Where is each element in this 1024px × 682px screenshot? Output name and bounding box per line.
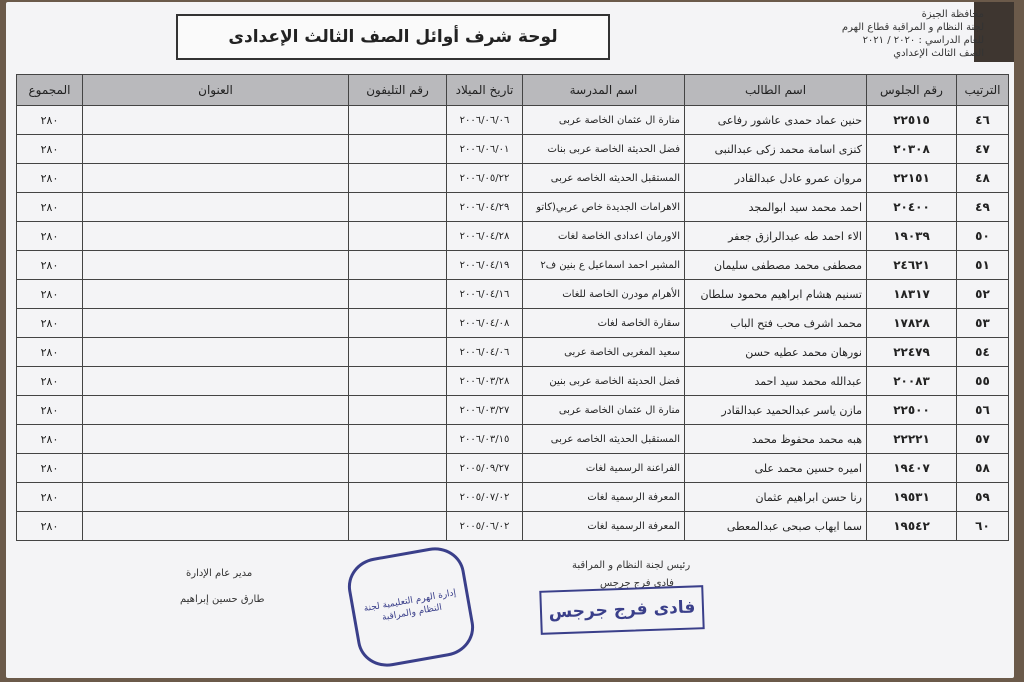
- cell-school: المعرفة الرسمية لغات: [523, 512, 685, 541]
- cell-total: ٢٨٠: [17, 309, 83, 338]
- table-row: [17, 309, 1009, 338]
- cell-name: مصطفى محمد مصطفى سليمان: [685, 251, 867, 280]
- official-seal: [343, 543, 478, 672]
- cell-name: عبدالله محمد سيد احمد: [685, 367, 867, 396]
- cell-total: ٢٨٠: [17, 106, 83, 135]
- cell-total: ٢٨٠: [17, 454, 83, 483]
- cell-address: [83, 135, 349, 164]
- cell-school: منارة ال عثمان الخاصة عربى: [523, 106, 685, 135]
- table-row: [17, 222, 1009, 251]
- committee-head-title: رئيس لجنة النظام و المراقبة: [572, 560, 691, 571]
- cell-seat: ١٩٥٤٢: [867, 512, 957, 541]
- cell-seat: ٢٢٥١٥: [867, 106, 957, 135]
- cell-rank: ٥٨: [957, 454, 1009, 483]
- cell-name: هبه محمد محفوظ محمد: [685, 425, 867, 454]
- cell-phone: [349, 135, 447, 164]
- seal-text: إدارة الهرم التعليمية لجنة النظام والمراقبة: [363, 588, 457, 624]
- header-line: لجنة النظام و المراقبة قطاع الهرم: [841, 22, 984, 33]
- column-header: تاريخ الميلاد: [447, 75, 523, 106]
- cell-seat: ٢٢٤٧٩: [867, 338, 957, 367]
- cell-phone: [349, 164, 447, 193]
- cell-school: فضل الحديثة الخاصة عربى بنات: [523, 135, 685, 164]
- cell-name: احمد محمد سيد ابوالمجد: [685, 193, 867, 222]
- cell-rank: ٥١: [957, 251, 1009, 280]
- cell-dob: ٢٠٠٦/٠٣/٢٧: [447, 396, 523, 425]
- cell-phone: [349, 222, 447, 251]
- cell-rank: ٤٩: [957, 193, 1009, 222]
- cell-seat: ٢٢٥٠٠: [867, 396, 957, 425]
- table-row: [17, 193, 1009, 222]
- cell-seat: ٢٠٤٠٠: [867, 193, 957, 222]
- cell-phone: [349, 425, 447, 454]
- cell-rank: ٥٩: [957, 483, 1009, 512]
- cell-address: [83, 193, 349, 222]
- cell-school: منارة ال عثمان الخاصة عربى: [523, 396, 685, 425]
- cell-name: حنين عماد حمدى عاشور رفاعى: [685, 106, 867, 135]
- cell-school: سعيد المغربى الخاصة عربى: [523, 338, 685, 367]
- cell-phone: [349, 512, 447, 541]
- cell-phone: [349, 367, 447, 396]
- cell-name: محمد اشرف محب فتح الباب: [685, 309, 867, 338]
- cell-name: اميره حسين محمد على: [685, 454, 867, 483]
- cell-address: [83, 280, 349, 309]
- page-title: لوحة شرف أوائل الصف الثالث الإعدادى: [176, 14, 610, 60]
- cell-total: ٢٨٠: [17, 396, 83, 425]
- cell-total: ٢٨٠: [17, 483, 83, 512]
- column-header: اسم المدرسة: [523, 75, 685, 106]
- cell-address: [83, 483, 349, 512]
- cell-address: [83, 106, 349, 135]
- cell-dob: ٢٠٠٦/٠٤/١٩: [447, 251, 523, 280]
- cell-phone: [349, 193, 447, 222]
- cell-name: سما ايهاب صبحى عبدالمعطى: [685, 512, 867, 541]
- cell-address: [83, 338, 349, 367]
- cell-dob: ٢٠٠٦/٠٥/٢٢: [447, 164, 523, 193]
- cell-school: المستقبل الحديثه الخاصه عربى: [523, 425, 685, 454]
- cell-rank: ٥٢: [957, 280, 1009, 309]
- cell-total: ٢٨٠: [17, 338, 83, 367]
- table-row: [17, 483, 1009, 512]
- cell-school: المعرفة الرسمية لغات: [523, 483, 685, 512]
- cell-phone: [349, 454, 447, 483]
- column-header: الترتيب: [957, 75, 1009, 106]
- table-row: [17, 251, 1009, 280]
- header-line: محافظة الجيزة: [921, 9, 984, 20]
- cell-rank: ٥٠: [957, 222, 1009, 251]
- cell-phone: [349, 309, 447, 338]
- table-row: [17, 512, 1009, 541]
- cell-rank: ٥٦: [957, 396, 1009, 425]
- header-line: الصف الثالث الإعدادي: [893, 48, 984, 59]
- admin-name: طارق حسين إبراهيم: [180, 594, 265, 605]
- cell-dob: ٢٠٠٥/٠٩/٢٧: [447, 454, 523, 483]
- cell-seat: ٢٠٣٠٨: [867, 135, 957, 164]
- cell-school: المشير احمد اسماعيل ع بنين ف٢: [523, 251, 685, 280]
- cell-total: ٢٨٠: [17, 512, 83, 541]
- cell-address: [83, 222, 349, 251]
- cell-rank: ٦٠: [957, 512, 1009, 541]
- cell-phone: [349, 251, 447, 280]
- cell-seat: ٢٠٠٨٣: [867, 367, 957, 396]
- committee-head-name: فادى فرج جرجس: [600, 578, 674, 589]
- header-info: [724, 8, 984, 60]
- cell-dob: ٢٠٠٦/٠٤/١٦: [447, 280, 523, 309]
- cell-address: [83, 454, 349, 483]
- cell-total: ٢٨٠: [17, 251, 83, 280]
- table-row: [17, 396, 1009, 425]
- column-header: رقم الجلوس: [867, 75, 957, 106]
- cell-dob: ٢٠٠٦/٠٤/٠٦: [447, 338, 523, 367]
- cell-phone: [349, 396, 447, 425]
- cell-seat: ١٩٥٣١: [867, 483, 957, 512]
- cell-seat: ٢٢٢٢١: [867, 425, 957, 454]
- column-header: رقم التليفون: [349, 75, 447, 106]
- cell-total: ٢٨٠: [17, 367, 83, 396]
- cell-dob: ٢٠٠٦/٠٣/١٥: [447, 425, 523, 454]
- cell-phone: [349, 338, 447, 367]
- cell-address: [83, 164, 349, 193]
- cell-seat: ٢٤٦٢١: [867, 251, 957, 280]
- table-row: [17, 338, 1009, 367]
- cell-name: الاء احمد طه عبدالرازق جعفر: [685, 222, 867, 251]
- cell-phone: [349, 280, 447, 309]
- cell-dob: ٢٠٠٦/٠٦/٠١: [447, 135, 523, 164]
- table-row: [17, 135, 1009, 164]
- cell-school: الاهرامات الجديدة خاص عربي(كاتو: [523, 193, 685, 222]
- signature-stamp: فادى فرج جرجس: [539, 585, 704, 635]
- cell-rank: ٤٦: [957, 106, 1009, 135]
- cell-address: [83, 512, 349, 541]
- cell-name: رنا حسن ابراهيم عثمان: [685, 483, 867, 512]
- cell-seat: ٢٢١٥١: [867, 164, 957, 193]
- table-header-row: [17, 75, 1009, 106]
- column-header: العنوان: [83, 75, 349, 106]
- cell-dob: ٢٠٠٥/٠٦/٠٢: [447, 512, 523, 541]
- cell-rank: ٥٥: [957, 367, 1009, 396]
- cell-school: الفراعنة الرسمية لغات: [523, 454, 685, 483]
- cell-total: ٢٨٠: [17, 425, 83, 454]
- cell-school: فضل الحديثة الخاصة عربى بنين: [523, 367, 685, 396]
- cell-rank: ٥٣: [957, 309, 1009, 338]
- cell-name: نورهان محمد عطيه حسن: [685, 338, 867, 367]
- cell-total: ٢٨٠: [17, 280, 83, 309]
- cell-school: الأهرام مودرن الخاصة للغات: [523, 280, 685, 309]
- table-row: [17, 454, 1009, 483]
- column-header: اسم الطالب: [685, 75, 867, 106]
- cell-seat: ١٨٣١٧: [867, 280, 957, 309]
- cell-name: مازن ياسر عبدالحميد عبدالقادر: [685, 396, 867, 425]
- cell-total: ٢٨٠: [17, 164, 83, 193]
- cell-dob: ٢٠٠٦/٠٤/٠٨: [447, 309, 523, 338]
- cell-address: [83, 251, 349, 280]
- table-row: [17, 425, 1009, 454]
- cell-name: كنزى اسامة محمد زكى عبدالنبى: [685, 135, 867, 164]
- cell-school: الاورمان اعدادى الخاصة لغات: [523, 222, 685, 251]
- header-line: للعام الدراسي : ٢٠٢٠ / ٢٠٢١: [862, 35, 984, 46]
- cell-seat: ١٩٠٣٩: [867, 222, 957, 251]
- admin-title: مدير عام الإدارة: [186, 568, 253, 579]
- table-row: [17, 280, 1009, 309]
- cell-seat: ١٧٨٢٨: [867, 309, 957, 338]
- cell-total: ٢٨٠: [17, 222, 83, 251]
- cell-address: [83, 309, 349, 338]
- column-header: المجموع: [17, 75, 83, 106]
- cell-total: ٢٨٠: [17, 193, 83, 222]
- cell-dob: ٢٠٠٦/٠٤/٢٩: [447, 193, 523, 222]
- cell-address: [83, 396, 349, 425]
- table-row: [17, 164, 1009, 193]
- cell-rank: ٤٨: [957, 164, 1009, 193]
- cell-name: مروان عمرو عادل عبدالقادر: [685, 164, 867, 193]
- cell-seat: ١٩٤٠٧: [867, 454, 957, 483]
- cell-dob: ٢٠٠٦/٠٣/٢٨: [447, 367, 523, 396]
- cell-school: المستقبل الحديثه الخاصه عربى: [523, 164, 685, 193]
- cell-phone: [349, 483, 447, 512]
- cell-phone: [349, 106, 447, 135]
- honor-table: [16, 74, 1009, 541]
- cell-total: ٢٨٠: [17, 135, 83, 164]
- cell-dob: ٢٠٠٥/٠٧/٠٢: [447, 483, 523, 512]
- table-row: [17, 106, 1009, 135]
- cell-rank: ٥٧: [957, 425, 1009, 454]
- table-body: [17, 106, 1009, 541]
- cell-rank: ٥٤: [957, 338, 1009, 367]
- cell-dob: ٢٠٠٦/٠٤/٢٨: [447, 222, 523, 251]
- cell-dob: ٢٠٠٦/٠٦/٠٦: [447, 106, 523, 135]
- cell-name: تسنيم هشام ابراهيم محمود سلطان: [685, 280, 867, 309]
- cell-address: [83, 367, 349, 396]
- cell-rank: ٤٧: [957, 135, 1009, 164]
- cell-address: [83, 425, 349, 454]
- cell-school: سقارة الخاصة لغات: [523, 309, 685, 338]
- table-row: [17, 367, 1009, 396]
